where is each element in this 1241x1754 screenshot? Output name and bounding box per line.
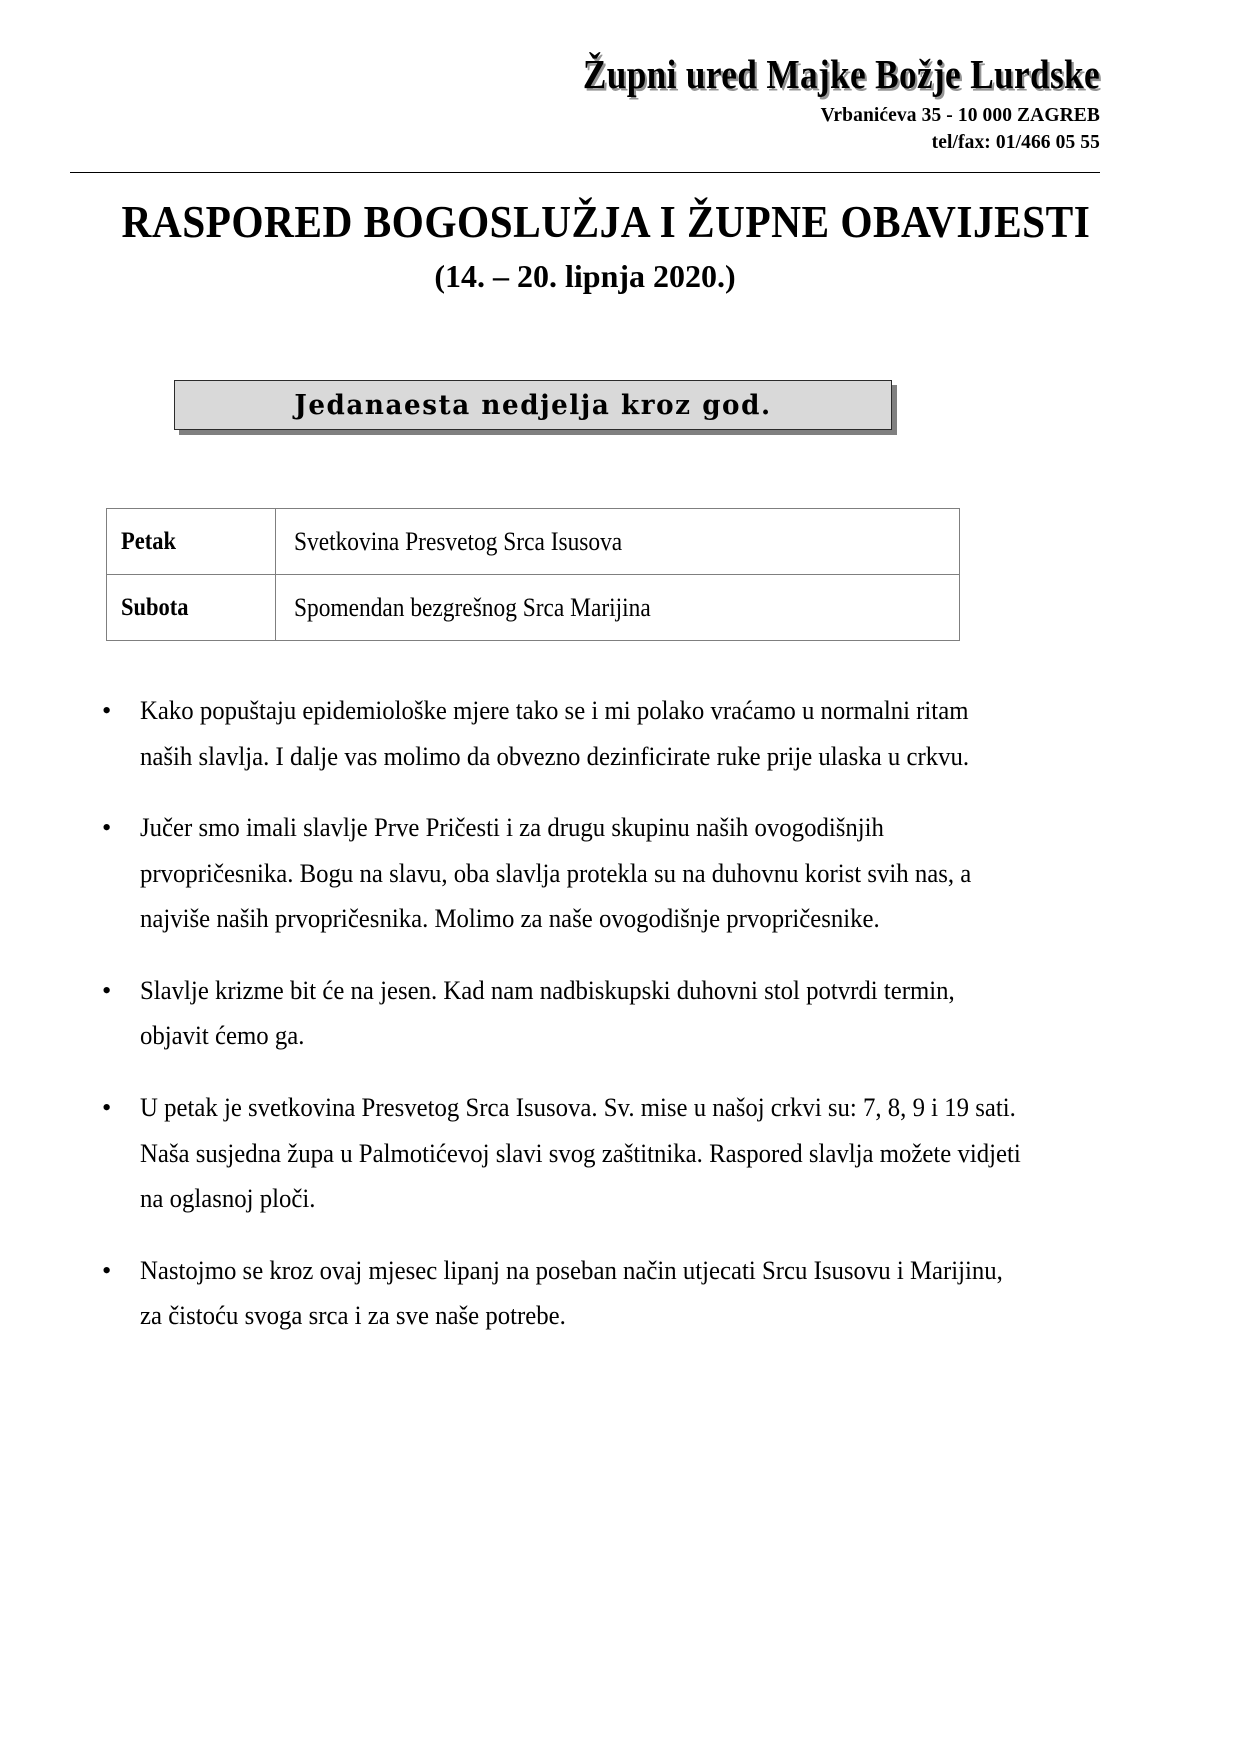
list-item bbox=[96, 688, 1026, 779]
bullet-icon: • bbox=[102, 974, 112, 1005]
day-label: Subota bbox=[121, 593, 189, 621]
day-label: Petak bbox=[121, 527, 176, 555]
table-cell-day bbox=[107, 509, 276, 575]
letterhead bbox=[70, 52, 1100, 156]
bullet-icon: • bbox=[102, 812, 112, 843]
table-cell-description bbox=[276, 509, 960, 575]
table-cell-description bbox=[276, 575, 960, 641]
list-item bbox=[96, 1085, 1026, 1222]
sunday-banner-box bbox=[174, 380, 892, 430]
notice-text: Slavlje krizme bit će na jesen. Kad nam nadbiskupski duhovni stol potvrdi termin, objavit ćemo ga. bbox=[140, 974, 955, 1051]
list-item bbox=[96, 968, 1026, 1059]
sunday-banner-label: Jedanaesta nedjelja kroz god. bbox=[294, 389, 772, 421]
description-label: Spomendan bezgrešnog Srca Marijina bbox=[294, 592, 651, 622]
sunday-banner bbox=[174, 380, 892, 430]
organization-address: Vrbanićeva 35 - 10 000 ZAGREB bbox=[820, 105, 1100, 127]
notice-text: Nastojmo se kroz ovaj mjesec lipanj na poseban način utjecati Srcu Isusovu i Marijinu, za čistoću svoga srca i za sve naše potrebe. bbox=[140, 1254, 1003, 1331]
page-title: RASPORED BOGOSLUŽJA I ŽUPNE OBAVIJESTI bbox=[121, 196, 1091, 247]
bullet-icon: • bbox=[102, 695, 112, 725]
list-item bbox=[96, 1248, 1026, 1339]
table-row bbox=[107, 509, 960, 575]
schedule-table bbox=[106, 508, 960, 641]
table-cell-day bbox=[107, 575, 276, 641]
header-divider bbox=[70, 172, 1100, 173]
description-label: Svetkovina Presvetog Srca Isusova bbox=[294, 526, 623, 556]
list-item bbox=[96, 805, 1026, 942]
organization-name: Župni ured Majke Božje Lurdske bbox=[582, 51, 1100, 97]
bullet-icon: • bbox=[102, 1092, 112, 1123]
notice-text: U petak je svetkovina Presvetog Srca Isusova. Sv. mise u našoj crkvi su: 7, 8, 9 i 19 sati. Naša susjedna župa u Palmotićevoj slavi svog zaštitnika. Raspored slavlja možete vidjeti na oglasnoj ploči. bbox=[140, 1092, 1021, 1214]
notices-list bbox=[96, 688, 1026, 1339]
page-subtitle: (14. – 20. lipnja 2020.) bbox=[434, 258, 736, 294]
notice-text: Kako popuštaju epidemiološke mjere tako se i mi polako vraćamo u normalni ritam naših slavlja. I dalje vas molimo da obvezno dezinficirate ruke prije ulaska u crkvu. bbox=[140, 695, 970, 771]
bullet-icon: • bbox=[102, 1254, 112, 1285]
notice-text: Jučer smo imali slavlje Prve Pričesti i za drugu skupinu naših ovogodišnjih prvopričesnika. Bogu na slavu, oba slavlja protekla su na duhovnu korist svih nas, a najviše naših prvopričesnika. Molimo za naše ovogodišnje prvopričesnike. bbox=[140, 812, 972, 934]
table-row bbox=[107, 575, 960, 641]
organization-phone: tel/fax: 01/466 05 55 bbox=[931, 131, 1100, 153]
